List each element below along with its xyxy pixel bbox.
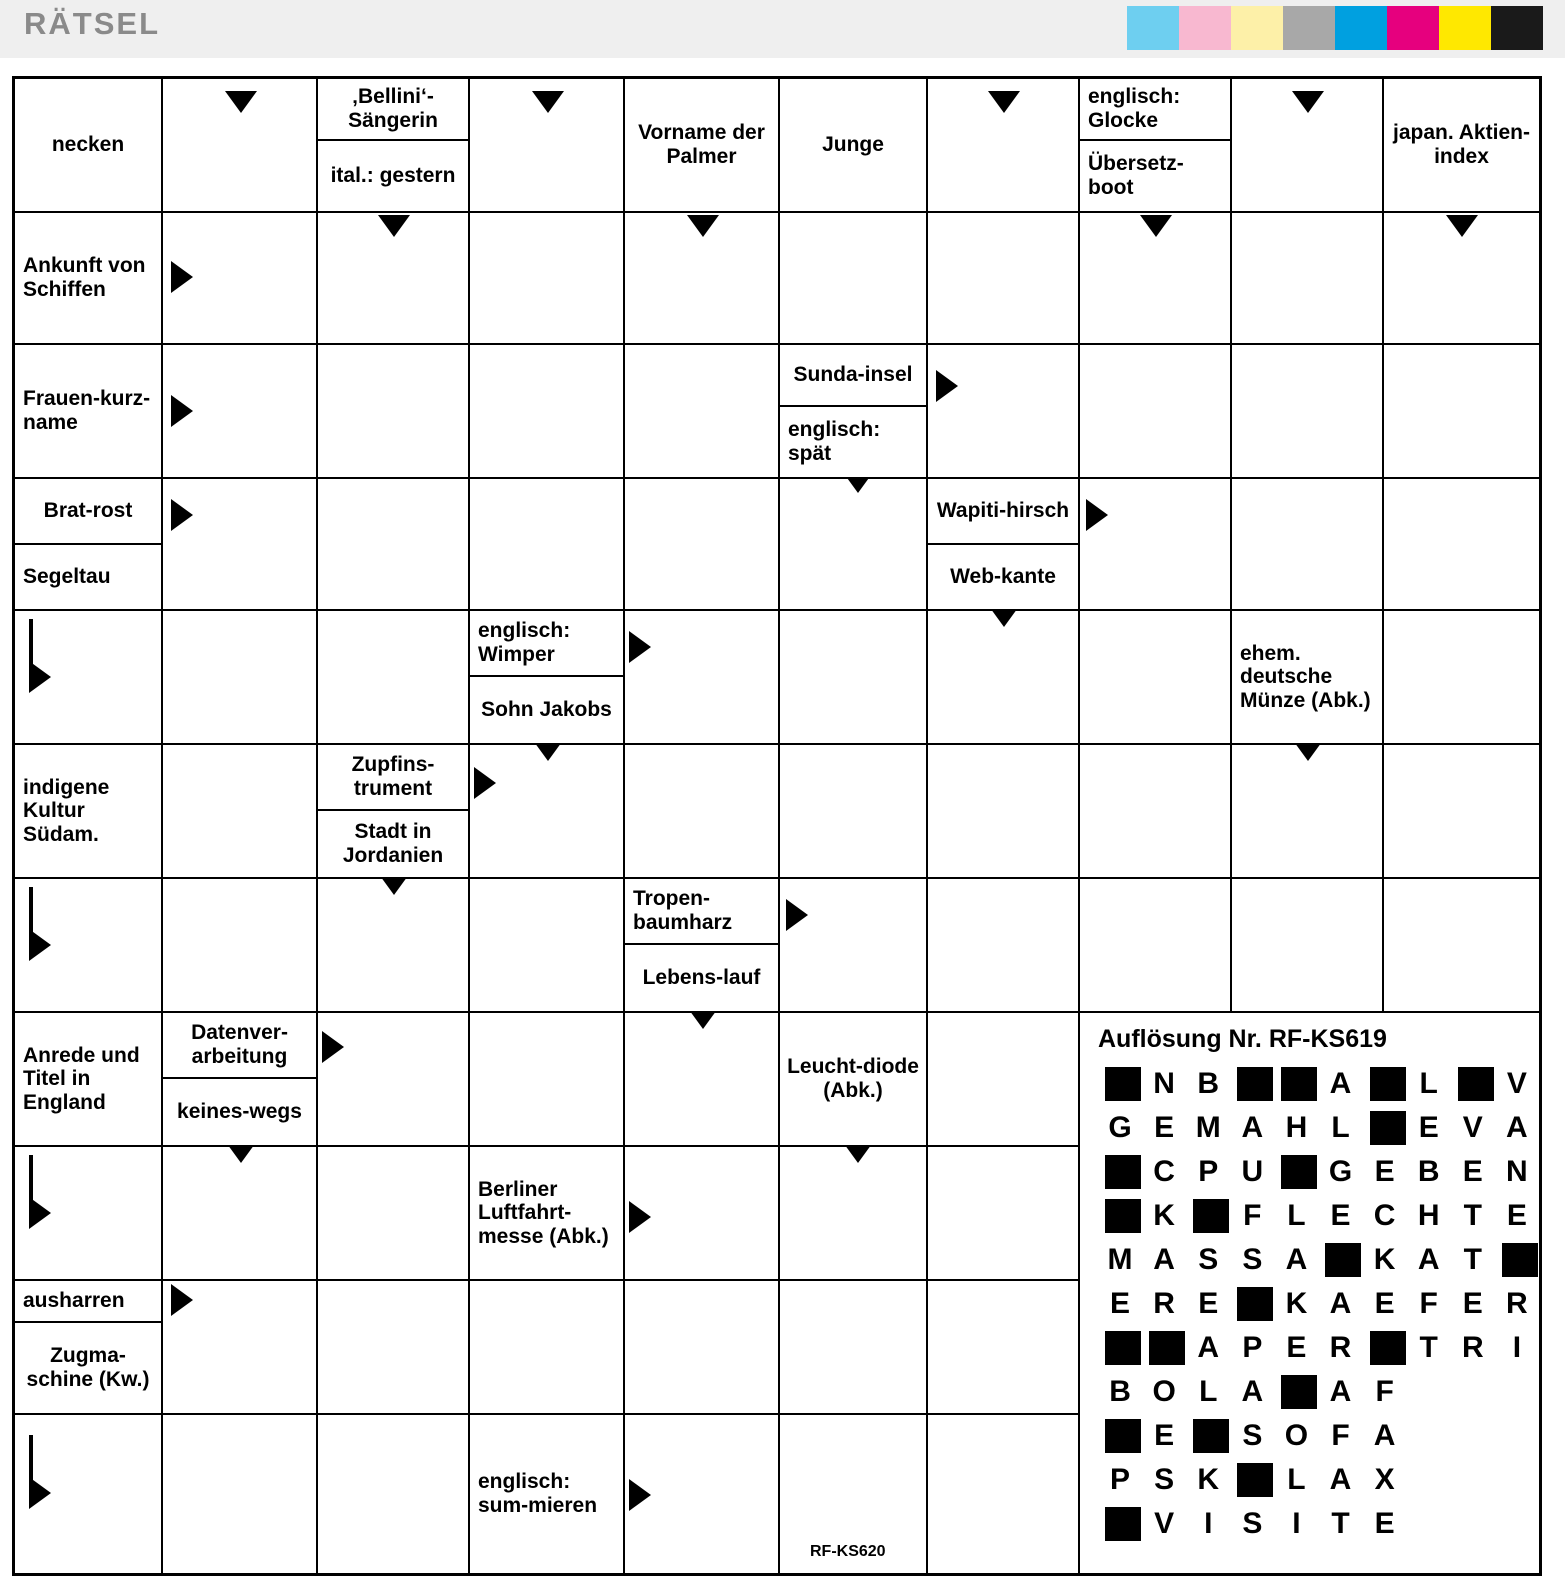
solution-cell <box>1407 1460 1451 1500</box>
cell-r7c9[interactable] <box>1232 879 1384 1013</box>
cell-r3c3[interactable] <box>318 345 470 479</box>
cell-r1c2[interactable] <box>163 79 318 213</box>
solution-cell <box>1186 1416 1230 1456</box>
cell-r7c7[interactable] <box>928 879 1080 1013</box>
cell-r4c2[interactable] <box>163 479 318 611</box>
crossword-grid <box>12 76 1542 1576</box>
cell-r1c7[interactable] <box>928 79 1080 213</box>
solution-cell: G <box>1328 1155 1353 1188</box>
solution-row <box>1098 1458 1539 1502</box>
cell-r9c7[interactable] <box>928 1147 1080 1281</box>
solution-cell: E <box>1418 1111 1439 1144</box>
clue-zugmaschine: Zugma-schine (Kw.) <box>15 1323 163 1415</box>
solution-row <box>1098 1370 1539 1414</box>
color-swatch-4 <box>1283 6 1335 50</box>
solution-cell: A <box>1329 1463 1352 1496</box>
solution-cell <box>1363 1108 1407 1148</box>
solution-cell: B <box>1109 1375 1131 1408</box>
solution-cell: I <box>1292 1507 1301 1540</box>
cell-r9c5[interactable] <box>625 1147 780 1281</box>
solution-cell: G <box>1108 1111 1132 1144</box>
solution-grid <box>1098 1062 1539 1546</box>
cell-r3c4[interactable] <box>470 345 625 479</box>
solution-cell: A <box>1417 1243 1440 1276</box>
solution-cell <box>1407 1372 1451 1412</box>
solution-row <box>1098 1150 1539 1194</box>
cell-r4c9[interactable] <box>1232 479 1384 611</box>
cell-r11c1[interactable] <box>15 1415 163 1573</box>
solution-cell: V <box>1506 1067 1527 1100</box>
solution-cell <box>1098 1152 1142 1192</box>
cell-r8c3[interactable] <box>318 1013 470 1147</box>
arrow-down-icon <box>988 611 1020 627</box>
solution-cell: E <box>1198 1287 1219 1320</box>
solution-cell: A <box>1241 1375 1264 1408</box>
arrow-down-icon <box>225 1147 257 1163</box>
solution-cell: F <box>1419 1287 1438 1320</box>
solution-cell: E <box>1374 1287 1395 1320</box>
cell-r2c6[interactable] <box>780 213 928 345</box>
solution-cell: M <box>1107 1243 1133 1276</box>
cell-r5c3[interactable] <box>318 611 470 745</box>
solution-cell: P <box>1242 1331 1263 1364</box>
cell-r7c4[interactable] <box>470 879 625 1013</box>
clue-lebenslauf: Lebens-lauf <box>625 945 780 1013</box>
clue-ehem-muenze: ehem. deutsche Münze (Abk.) <box>1232 611 1384 745</box>
clue-datenverarbeitung: Datenver-arbeitung <box>163 1013 318 1079</box>
solution-cell: A <box>1285 1243 1308 1276</box>
solution-cell <box>1142 1328 1186 1368</box>
solution-cell: L <box>1287 1463 1306 1496</box>
page-title: RÄTSEL <box>24 6 160 41</box>
cell-r5c6[interactable] <box>780 611 928 745</box>
solution-cell: E <box>1374 1507 1395 1540</box>
solution-cell: L <box>1331 1111 1350 1144</box>
arrow-down-icon <box>687 1013 719 1029</box>
cell-r10c6[interactable] <box>780 1281 928 1415</box>
arrow-down-icon <box>988 91 1020 113</box>
clue-necken: necken <box>15 79 163 213</box>
solution-cell: V <box>1154 1507 1175 1540</box>
solution-cell: I <box>1512 1331 1522 1364</box>
solution-row <box>1098 1326 1539 1370</box>
solution-cell: E <box>1330 1199 1351 1232</box>
cell-r3c7[interactable] <box>928 345 1080 479</box>
solution-cell: L <box>1419 1067 1438 1100</box>
clue-bratrost: Brat-rost <box>15 479 163 545</box>
cell-r3c9[interactable] <box>1232 345 1384 479</box>
solution-cell: R <box>1153 1287 1175 1320</box>
solution-cell: A <box>1329 1375 1352 1408</box>
cell-r11c2[interactable] <box>163 1415 318 1573</box>
solution-cell: T <box>1463 1199 1482 1232</box>
solution-cell: T <box>1463 1243 1482 1276</box>
clue-leuchtdiode: Leucht-diode (Abk.) <box>780 1013 928 1147</box>
cell-r7c3[interactable] <box>318 879 470 1013</box>
solution-row <box>1098 1106 1539 1150</box>
cell-r6c10[interactable] <box>1384 745 1539 879</box>
cell-r6c6[interactable] <box>780 745 928 879</box>
solution-row <box>1098 1502 1539 1546</box>
solution-row <box>1098 1414 1539 1458</box>
solution-cell <box>1098 1416 1142 1456</box>
solution-cell: N <box>1153 1067 1175 1100</box>
cell-r5c5[interactable] <box>625 611 780 745</box>
solution-cell: S <box>1242 1507 1263 1540</box>
cell-r2c2[interactable] <box>163 213 318 345</box>
clue-englisch-summieren: englisch: sum-mieren <box>470 1415 625 1573</box>
solution-cell: V <box>1462 1111 1483 1144</box>
solution-cell <box>1451 1064 1495 1104</box>
color-swatch-1 <box>1127 6 1179 50</box>
solution-cell: B <box>1417 1155 1440 1188</box>
cell-r8c5[interactable] <box>625 1013 780 1147</box>
puzzle-code-label: RF-KS620 <box>810 1543 886 1560</box>
cell-r4c3[interactable] <box>318 479 470 611</box>
color-swatch-5 <box>1335 6 1387 50</box>
solution-cell <box>1230 1284 1274 1324</box>
arrow-down-icon <box>225 91 257 113</box>
solution-cell <box>1451 1460 1495 1500</box>
solution-cell: K <box>1285 1287 1308 1320</box>
clue-frauenkurzname: Frauen-kurz-name <box>15 345 163 479</box>
arrow-down-icon <box>378 215 410 237</box>
cell-r5c1[interactable] <box>15 611 163 745</box>
arrow-down-icon <box>532 745 564 761</box>
solution-row <box>1098 1062 1539 1106</box>
solution-cell: R <box>1506 1287 1528 1320</box>
clue-vorname-palmer: Vorname der Palmer <box>625 79 780 213</box>
color-swatch-3 <box>1231 6 1283 50</box>
arrow-down-icon <box>532 91 564 113</box>
solution-cell: B <box>1197 1067 1220 1100</box>
solution-cell <box>1363 1328 1407 1368</box>
cell-r4c10[interactable] <box>1384 479 1539 611</box>
solution-cell: T <box>1419 1331 1438 1364</box>
cell-r2c3[interactable] <box>318 213 470 345</box>
arrow-down-icon <box>687 215 719 237</box>
solution-cell <box>1495 1416 1539 1456</box>
solution-cell: U <box>1241 1155 1264 1188</box>
solution-cell: H <box>1285 1111 1308 1144</box>
solution-row <box>1098 1238 1539 1282</box>
solution-cell: S <box>1242 1419 1263 1452</box>
clue-ausharren: ausharren <box>15 1281 163 1323</box>
cell-r9c1[interactable] <box>15 1147 163 1281</box>
solution-cell <box>1495 1460 1539 1500</box>
cell-r3c5[interactable] <box>625 345 780 479</box>
cell-r6c9[interactable] <box>1232 745 1384 879</box>
cell-r4c5[interactable] <box>625 479 780 611</box>
solution-cell: E <box>1462 1155 1483 1188</box>
solution-cell: E <box>1374 1155 1395 1188</box>
solution-cell: L <box>1287 1199 1306 1232</box>
page-header <box>0 0 1565 58</box>
solution-cell: E <box>1110 1287 1131 1320</box>
cell-r11c3[interactable] <box>318 1415 470 1573</box>
arrow-down-icon <box>1292 745 1324 761</box>
solution-cell: P <box>1198 1155 1219 1188</box>
solution-cell: A <box>1241 1111 1264 1144</box>
cell-r4c6[interactable] <box>780 479 928 611</box>
solution-row <box>1098 1194 1539 1238</box>
solution-cell <box>1363 1064 1407 1104</box>
solution-cell: K <box>1373 1243 1396 1276</box>
solution-cell <box>1230 1064 1274 1104</box>
clue-uebersetzboot: Übersetz-boot <box>1080 141 1232 213</box>
cell-r10c7[interactable] <box>928 1281 1080 1415</box>
cell-r10c2[interactable] <box>163 1281 318 1415</box>
clue-englisch-glocke: englisch: Glocke <box>1080 79 1232 141</box>
cell-r11c5[interactable] <box>625 1415 780 1573</box>
color-swatch-2 <box>1179 6 1231 50</box>
cell-r6c2[interactable] <box>163 745 318 879</box>
clue-ankunft-von-schiffen: Ankunft von Schiffen <box>15 213 163 345</box>
solution-cell <box>1451 1504 1495 1544</box>
solution-cell <box>1495 1372 1539 1412</box>
cell-r3c8[interactable] <box>1080 345 1232 479</box>
cell-r1c9[interactable] <box>1232 79 1384 213</box>
solution-cell: S <box>1154 1463 1175 1496</box>
clue-tropenbaumharz: Tropen-baumharz <box>625 879 780 945</box>
solution-cell <box>1274 1372 1318 1412</box>
solution-cell: K <box>1153 1199 1175 1232</box>
solution-cell: T <box>1331 1507 1350 1540</box>
solution-cell: E <box>1506 1199 1527 1232</box>
arrow-down-icon <box>1446 215 1478 237</box>
clue-keineswegs: keines-wegs <box>163 1079 318 1147</box>
arrow-down-icon <box>842 479 874 493</box>
solution-cell <box>1495 1504 1539 1544</box>
solution-cell: F <box>1243 1199 1262 1232</box>
solution-cell: I <box>1204 1507 1213 1540</box>
solution-cell <box>1098 1504 1142 1544</box>
cell-r3c10[interactable] <box>1384 345 1539 479</box>
cell-r2c9[interactable] <box>1232 213 1384 345</box>
solution-cell <box>1274 1064 1318 1104</box>
cell-r5c8[interactable] <box>1080 611 1232 745</box>
solution-cell: N <box>1506 1155 1528 1188</box>
cell-r5c10[interactable] <box>1384 611 1539 745</box>
solution-cell: M <box>1195 1111 1221 1144</box>
solution-cell: A <box>1329 1067 1352 1100</box>
cell-r8c7[interactable] <box>928 1013 1080 1147</box>
clue-stadt-jordanien: Stadt in Jordanien <box>318 811 470 879</box>
solution-cell <box>1451 1372 1495 1412</box>
arrow-down-icon <box>1140 215 1172 237</box>
solution-panel <box>1080 1013 1539 1573</box>
solution-title: Auflösung Nr. RF-KS619 <box>1098 1025 1387 1053</box>
solution-cell: E <box>1286 1331 1307 1364</box>
arrow-down-icon <box>378 879 410 895</box>
color-swatch-7 <box>1439 6 1491 50</box>
solution-cell: A <box>1506 1111 1528 1144</box>
solution-row <box>1098 1282 1539 1326</box>
cell-r6c4[interactable] <box>470 745 625 879</box>
clue-japan-aktienindex: japan. Aktien-index <box>1384 79 1539 213</box>
color-swatch-6 <box>1387 6 1439 50</box>
cell-r5c2[interactable] <box>163 611 318 745</box>
solution-cell: E <box>1154 1419 1175 1452</box>
solution-cell: P <box>1110 1463 1131 1496</box>
solution-cell <box>1186 1196 1230 1236</box>
solution-cell: O <box>1284 1419 1309 1452</box>
cell-r10c4[interactable] <box>470 1281 625 1415</box>
solution-cell <box>1098 1064 1142 1104</box>
solution-cell: R <box>1461 1331 1484 1364</box>
cell-r4c8[interactable] <box>1080 479 1232 611</box>
solution-cell: R <box>1329 1331 1352 1364</box>
clue-bellini: ‚Bellini‘-Sängerin <box>318 79 470 141</box>
arrow-down-icon <box>842 1147 874 1163</box>
cell-r6c8[interactable] <box>1080 745 1232 879</box>
cell-r2c8[interactable] <box>1080 213 1232 345</box>
clue-junge: Junge <box>780 79 928 213</box>
cell-r9c6[interactable] <box>780 1147 928 1281</box>
solution-cell: L <box>1199 1375 1218 1408</box>
solution-cell: C <box>1373 1199 1396 1232</box>
cell-r11c7[interactable] <box>928 1415 1080 1573</box>
clue-anrede-titel: Anrede und Titel in England <box>15 1013 163 1147</box>
clue-indigene-kultur: indigene Kultur Südam. <box>15 745 163 879</box>
cell-r6c7[interactable] <box>928 745 1080 879</box>
clue-webkante: Web-kante <box>928 545 1080 611</box>
solution-cell <box>1495 1240 1539 1280</box>
solution-cell: A <box>1153 1243 1175 1276</box>
cell-r3c2[interactable] <box>163 345 318 479</box>
clue-berliner-messe: Berliner Luftfahrt-messe (Abk.) <box>470 1147 625 1281</box>
cell-r7c8[interactable] <box>1080 879 1232 1013</box>
cell-r2c5[interactable] <box>625 213 780 345</box>
solution-cell: A <box>1197 1331 1220 1364</box>
solution-cell <box>1230 1460 1274 1500</box>
solution-cell <box>1407 1504 1451 1544</box>
cell-r9c3[interactable] <box>318 1147 470 1281</box>
color-swatch-8 <box>1491 6 1543 50</box>
cell-r4c4[interactable] <box>470 479 625 611</box>
cell-r7c6[interactable] <box>780 879 928 1013</box>
solution-cell: F <box>1331 1419 1350 1452</box>
cell-r7c10[interactable] <box>1384 879 1539 1013</box>
solution-cell <box>1098 1328 1142 1368</box>
solution-cell: C <box>1153 1155 1175 1188</box>
solution-cell: A <box>1329 1287 1352 1320</box>
clue-sohn-jakobs: Sohn Jakobs <box>470 677 625 745</box>
clue-englisch-wimper: englisch: Wimper <box>470 611 625 677</box>
solution-cell: E <box>1462 1287 1483 1320</box>
cell-r11c6[interactable] <box>780 1415 928 1573</box>
solution-cell: H <box>1417 1199 1440 1232</box>
cell-r6c5[interactable] <box>625 745 780 879</box>
solution-cell: A <box>1373 1419 1396 1452</box>
solution-cell: X <box>1374 1463 1395 1496</box>
solution-cell: S <box>1198 1243 1219 1276</box>
clue-englisch-spaet: englisch: spät <box>780 407 928 479</box>
clue-ital-gestern: ital.: gestern <box>318 141 470 213</box>
solution-cell: S <box>1242 1243 1263 1276</box>
cell-r2c7[interactable] <box>928 213 1080 345</box>
clue-sundainsel: Sunda-insel <box>780 345 928 407</box>
clue-segeltau: Segeltau <box>15 545 163 611</box>
solution-cell <box>1407 1416 1451 1456</box>
cell-r2c10[interactable] <box>1384 213 1539 345</box>
cell-r7c2[interactable] <box>163 879 318 1013</box>
solution-cell: K <box>1197 1463 1220 1496</box>
cell-r8c4[interactable] <box>470 1013 625 1147</box>
solution-cell <box>1098 1196 1142 1236</box>
cell-r2c4[interactable] <box>470 213 625 345</box>
solution-cell <box>1274 1152 1318 1192</box>
cell-r10c3[interactable] <box>318 1281 470 1415</box>
solution-cell <box>1451 1416 1495 1456</box>
cell-r5c7[interactable] <box>928 611 1080 745</box>
cell-r9c2[interactable] <box>163 1147 318 1281</box>
cell-r1c4[interactable] <box>470 79 625 213</box>
clue-zupfinstrument: Zupfins-trument <box>318 745 470 811</box>
arrow-down-icon <box>1292 91 1324 113</box>
solution-cell: F <box>1375 1375 1394 1408</box>
cell-r7c1[interactable] <box>15 879 163 1013</box>
solution-cell: O <box>1152 1375 1176 1408</box>
color-swatch-bar <box>1127 6 1543 50</box>
cell-r10c5[interactable] <box>625 1281 780 1415</box>
clue-wapitihirsch: Wapiti-hirsch <box>928 479 1080 545</box>
solution-cell <box>1318 1240 1362 1280</box>
solution-cell: E <box>1154 1111 1175 1144</box>
